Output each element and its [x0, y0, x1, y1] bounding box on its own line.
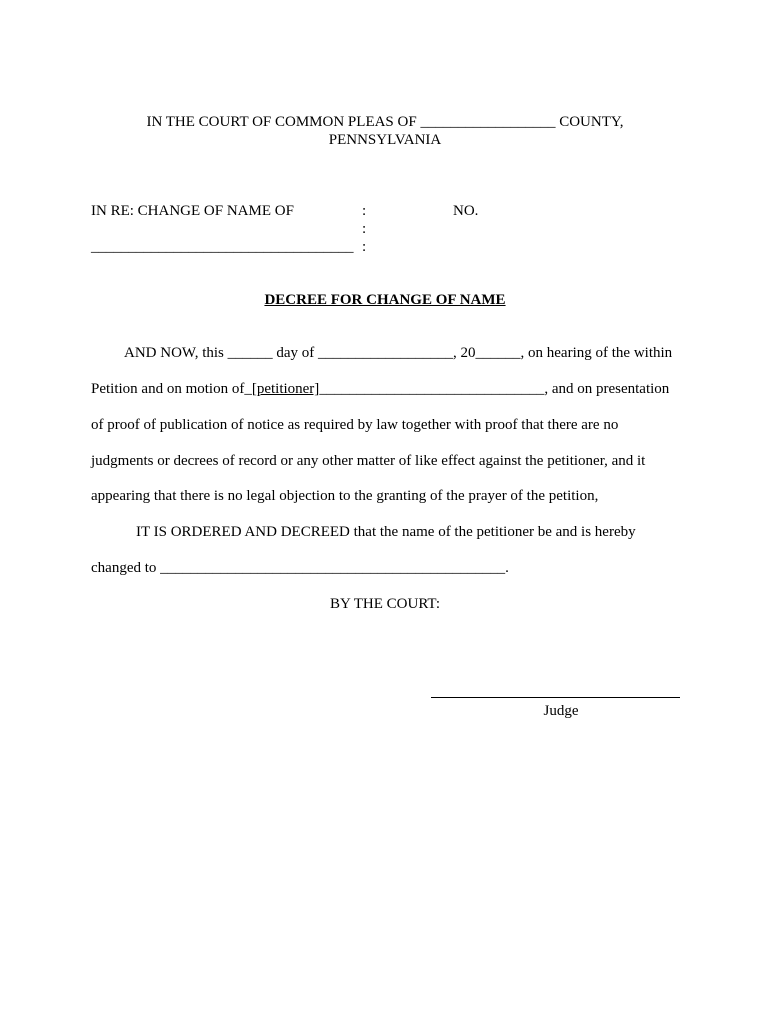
petitioner-field-lead: _ [244, 381, 252, 397]
docket-number-label: NO. [453, 203, 479, 219]
motion-prefix: Petition and on motion of [91, 381, 245, 397]
body-line-1: AND NOW, this ______ day of __________________, 20______, on hearing of the within [124, 345, 673, 361]
body-line-5: appearing that there is no legal objection to the granting of the prayer of the petition, [91, 488, 599, 504]
caption-colon-1: : [362, 203, 367, 219]
court-heading-line2: PENNSYLVANIA [328, 132, 442, 148]
petitioner-name-blank: ___________________________________ [91, 239, 354, 255]
body-line-2 [91, 380, 669, 398]
petitioner-field: [petitioner] [251, 381, 320, 397]
presentation-suffix: , and on presentation [544, 381, 670, 397]
body-line-4: judgments or decrees of record or any other matter of like effect against the petitioner, and it [91, 453, 646, 469]
order-line: IT IS ORDERED AND DECREED that the name of the petitioner be and is hereby [136, 524, 636, 540]
in-re-label: IN RE: CHANGE OF NAME OF [91, 203, 294, 219]
caption-colon-3: : [362, 239, 367, 255]
by-the-court-label: BY THE COURT: [329, 596, 441, 612]
petitioner-field-blank: ______________________________ [319, 381, 545, 397]
judge-label: Judge [543, 703, 579, 719]
decree-title: DECREE FOR CHANGE OF NAME [264, 292, 506, 308]
court-heading-line1: IN THE COURT OF COMMON PLEAS OF __________________ COUNTY, [146, 114, 624, 130]
body-line-3: of proof of publication of notice as required by law together with proof that there are no [91, 417, 619, 433]
judge-signature-line [431, 697, 680, 698]
caption-colon-2: : [362, 221, 367, 237]
changed-to-line: changed to ______________________________________________. [91, 560, 509, 576]
